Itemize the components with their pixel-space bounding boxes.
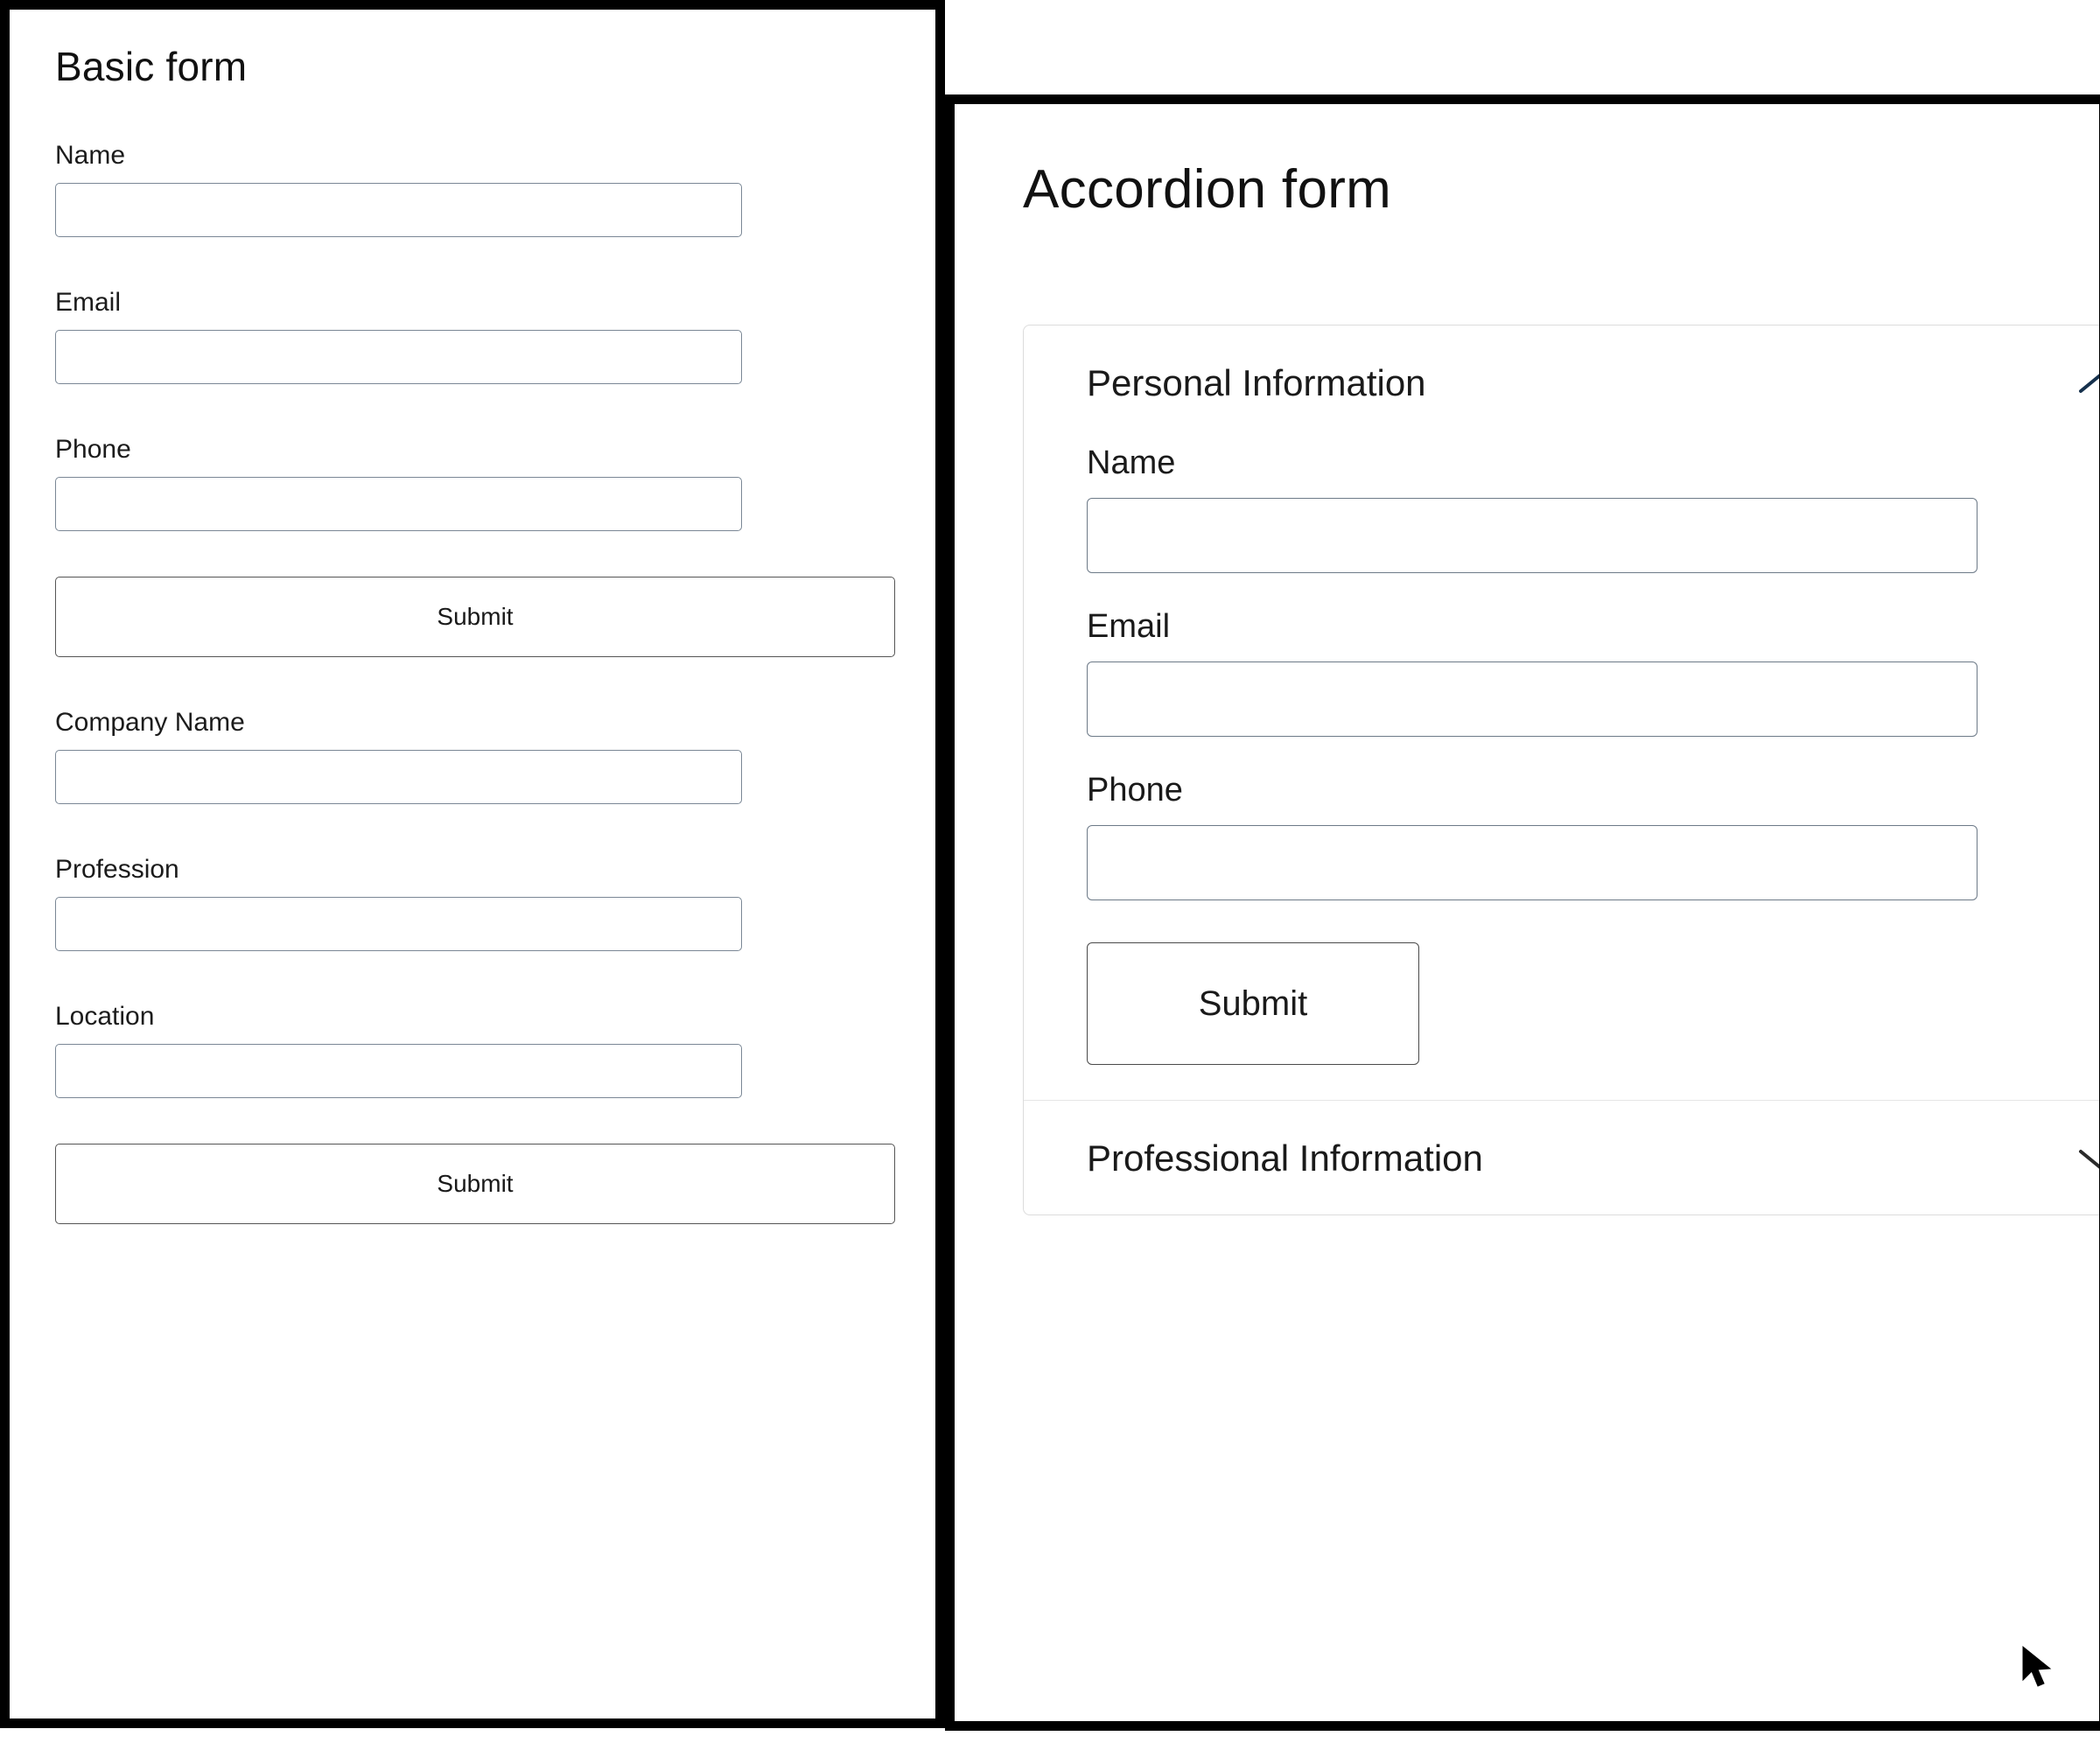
- name-input[interactable]: [1087, 498, 1978, 573]
- basic-form-title: Basic form: [55, 44, 248, 89]
- accordion-header-professional-information[interactable]: [1024, 1101, 2100, 1214]
- name-input[interactable]: [55, 183, 742, 237]
- company-name-input[interactable]: [55, 750, 742, 804]
- phone-input[interactable]: [1087, 825, 1978, 900]
- label-name: Name: [1087, 444, 1176, 481]
- accordion-form-title: Accordion form: [1023, 159, 1392, 220]
- submit-button-professional[interactable]: Submit: [55, 1144, 895, 1224]
- location-input[interactable]: [55, 1044, 742, 1098]
- label-company-name: Company Name: [55, 708, 245, 737]
- accordion-form-window: [945, 94, 2100, 1731]
- label-name: Name: [55, 141, 126, 170]
- email-input[interactable]: [55, 330, 742, 384]
- mouse-pointer-icon: [2021, 1645, 2056, 1690]
- label-email: Email: [1087, 608, 1171, 645]
- profession-input[interactable]: [55, 897, 742, 951]
- basic-form-content: [46, 27, 913, 1224]
- accordion-container: [1023, 325, 2100, 1215]
- label-profession: Profession: [55, 855, 179, 884]
- submit-button-personal[interactable]: Submit: [55, 577, 895, 657]
- label-location: Location: [55, 1002, 155, 1031]
- accordion-title-personal-information: Personal Information: [1087, 362, 1426, 403]
- chevron-up-icon[interactable]: [2076, 368, 2100, 398]
- phone-input[interactable]: [55, 477, 742, 531]
- label-phone: Phone: [1087, 772, 1183, 808]
- accordion-body-personal-information: [1024, 444, 2100, 1101]
- label-phone: Phone: [55, 435, 131, 464]
- accordion-header-personal-information[interactable]: [1024, 326, 2100, 439]
- email-input[interactable]: [1087, 662, 1978, 737]
- basic-form-window: [0, 0, 945, 1728]
- label-email: Email: [55, 288, 122, 317]
- chevron-down-icon[interactable]: [2076, 1144, 2100, 1173]
- accordion-title-professional-information: Professional Information: [1087, 1138, 1483, 1179]
- submit-button[interactable]: Submit: [1087, 942, 1419, 1065]
